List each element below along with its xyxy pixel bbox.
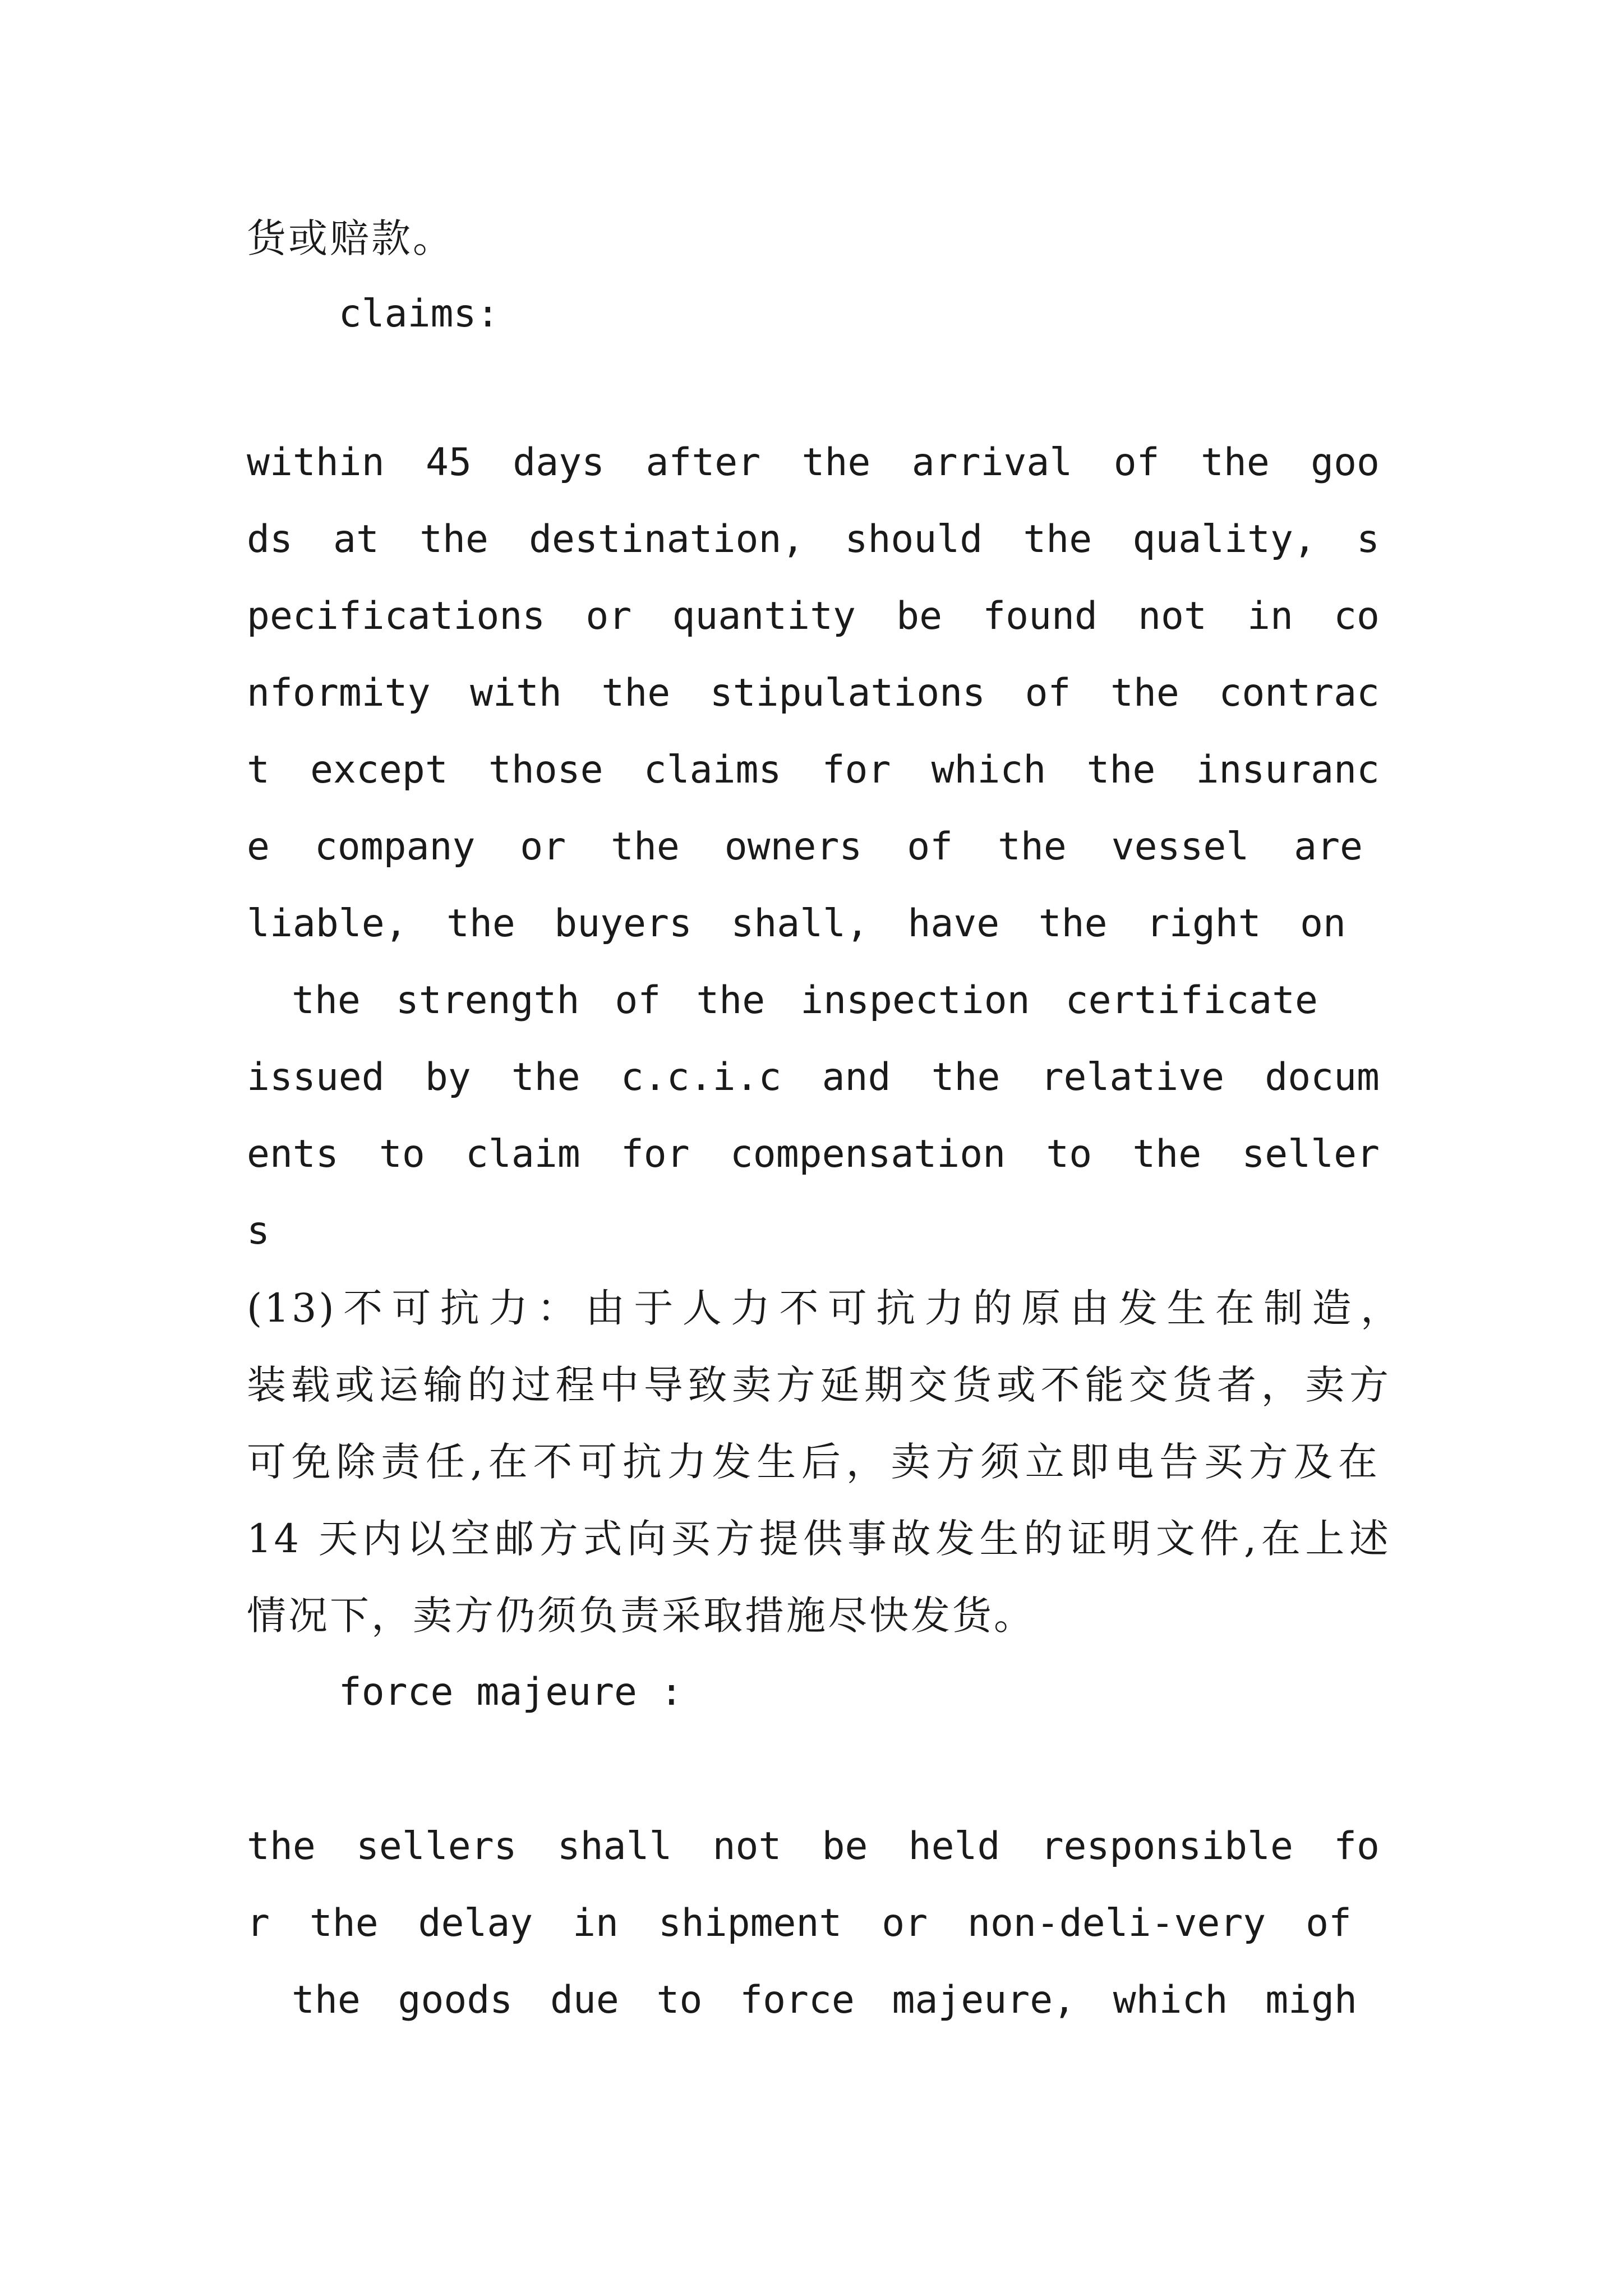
text-line: ents to claim for compensation to the seller [247, 1132, 1380, 1176]
text-line: 货或赔款。 [247, 215, 454, 261]
text-line: ds at the destination, should the quality, s [247, 517, 1380, 562]
text-line: liable, the buyers shall, have the right on [247, 901, 1346, 946]
text-line: 装载或运输的过程中导致卖方延期交货或不能交货者，卖方 [247, 1362, 1391, 1408]
text-line: pecifications or quantity be found not in co [247, 594, 1380, 638]
text-line: the strength of the inspection certificate [292, 978, 1318, 1023]
text-line: issued by the c.c.i.c and the relative docum [247, 1055, 1380, 1099]
text-line: t except those claims for which the insuranc [247, 748, 1380, 792]
text-line: s [247, 1209, 270, 1253]
text-line: the goods due to force majeure, which migh [292, 1978, 1357, 2022]
text-line: nformity with the stipulations of the contrac [247, 671, 1380, 715]
text-line: 可免除责任,在不可抗力发生后，卖方须立即电告买方及在 [247, 1439, 1380, 1485]
claims-heading: claims: [247, 292, 500, 336]
text-line: within 45 days after the arrival of the goo [247, 440, 1380, 485]
force-majeure-heading: force majeure : [247, 1670, 683, 1714]
text-line: e company or the owners of the vessel are [247, 825, 1363, 869]
force-majeure-clause-cn: (13)不可抗力：由于人力不可抗力的原由发生在制造， [247, 1285, 1402, 1331]
text-line: r the delay in shipment or non-deli-very of [247, 1901, 1352, 1945]
text-line: the sellers shall not be held responsible fo [247, 1824, 1380, 1869]
text-line: 14 天内以空邮方式向买方提供事故发生的证明文件,在上述 [247, 1516, 1391, 1562]
text-line: 情况下，卖方仍须负责采取措施尽快发货。 [247, 1593, 1035, 1639]
